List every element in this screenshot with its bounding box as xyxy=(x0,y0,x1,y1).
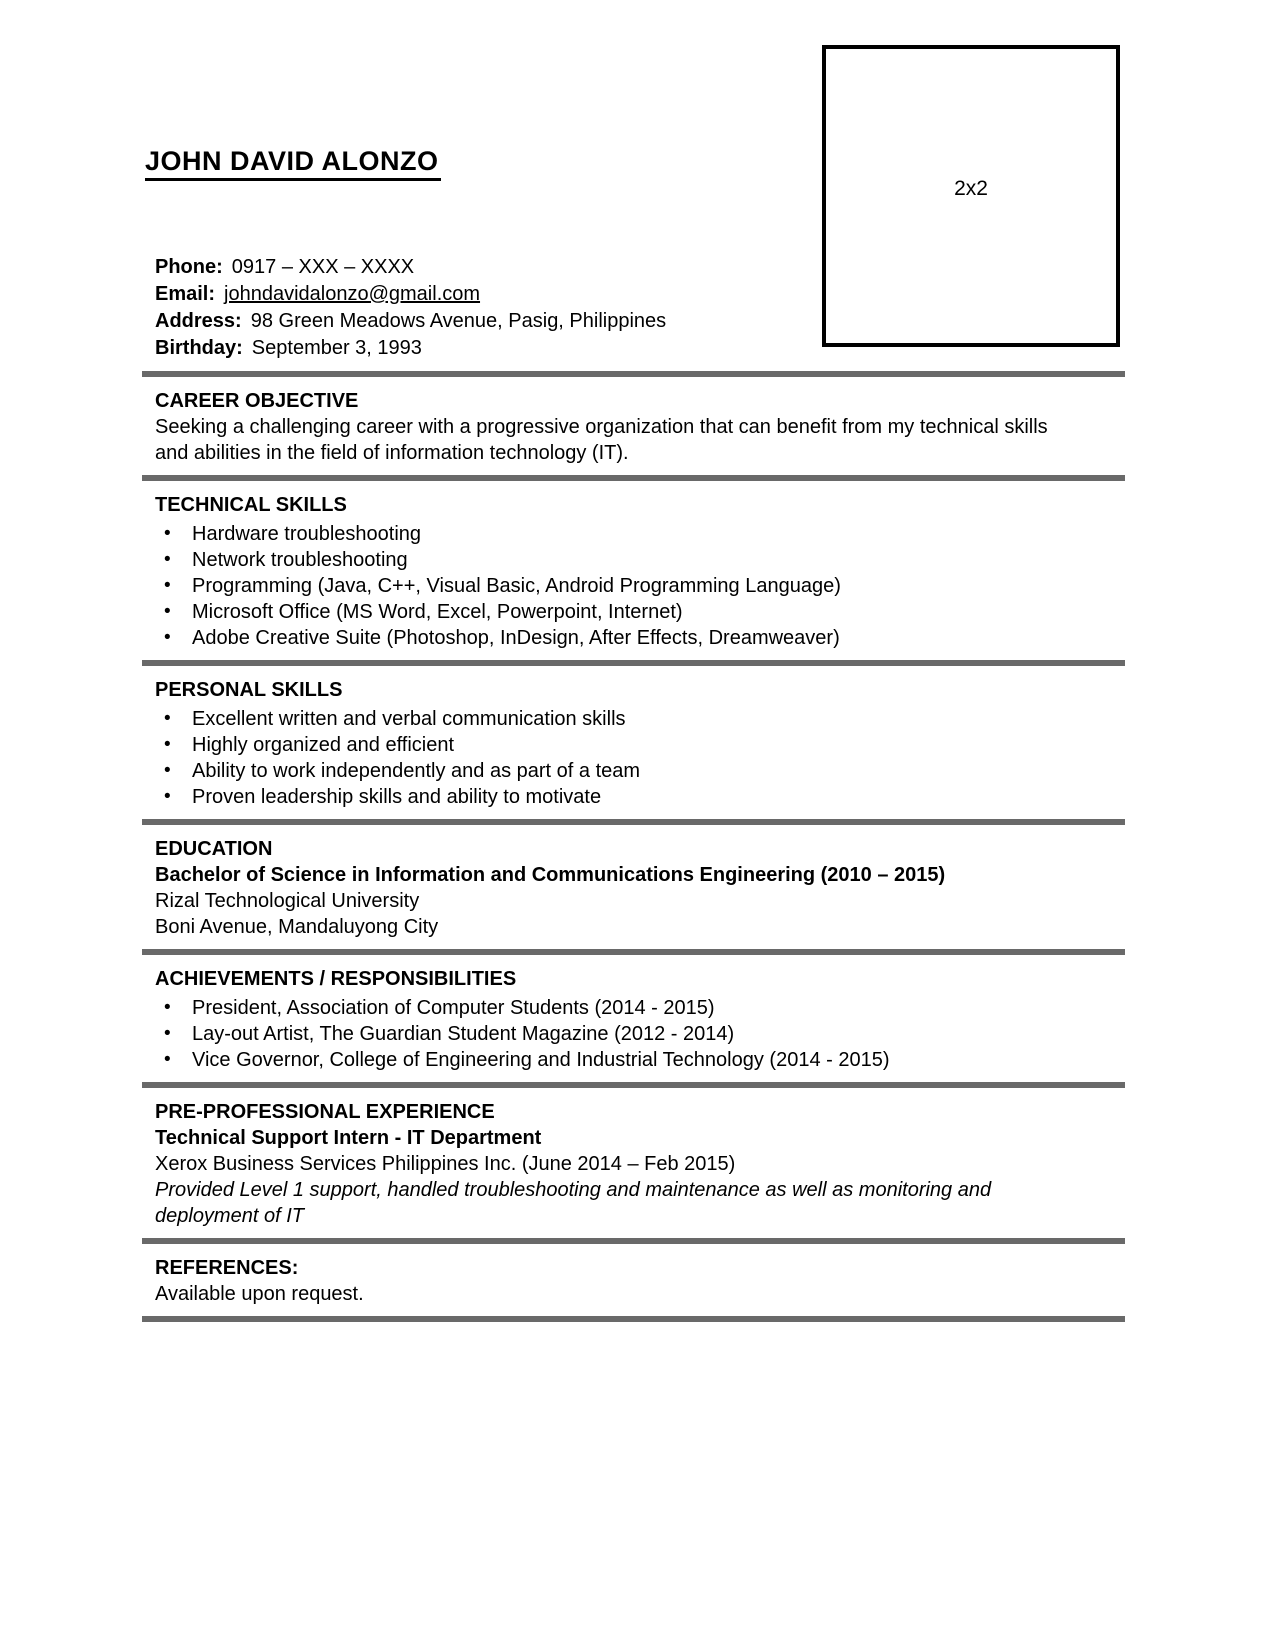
contact-phone xyxy=(155,254,666,281)
contact-block xyxy=(155,254,666,362)
list-item-text: Programming (Java, C++, Visual Basic, Android Programming Language) xyxy=(192,575,841,597)
section-references xyxy=(142,1244,1125,1316)
contact-birthday xyxy=(155,335,666,362)
list-item xyxy=(155,547,1125,573)
bullet-icon: • xyxy=(164,708,171,729)
birthday-label: Birthday: xyxy=(155,337,243,359)
list-item-text: Adobe Creative Suite (Photoshop, InDesign, After Effects, Dreamweaver) xyxy=(192,627,840,649)
list-item-text: Excellent written and verbal communication skills xyxy=(192,708,626,730)
email-link[interactable]: johndavidalonzo@gmail.com xyxy=(224,283,481,305)
list-item xyxy=(155,706,1125,732)
section-divider xyxy=(142,1316,1125,1322)
phone-label: Phone: xyxy=(155,256,223,278)
section-achievements xyxy=(142,955,1125,1082)
address-label: Address: xyxy=(155,310,242,332)
section-title-technical-skills: TECHNICAL SKILLS xyxy=(155,494,347,516)
list-item-text: Proven leadership skills and ability to motivate xyxy=(192,786,602,808)
section-title-experience: PRE-PROFESSIONAL EXPERIENCE xyxy=(155,1101,495,1123)
photo-size-label: 2x2 xyxy=(954,177,988,200)
experience-company: Xerox Business Services Philippines Inc. (June 2014 – Feb 2015) xyxy=(155,1153,736,1175)
list-item-text: Lay-out Artist, The Guardian Student Magazine (2012 - 2014) xyxy=(192,1023,735,1045)
bullet-icon: • xyxy=(164,760,171,781)
education-degree: Bachelor of Science in Information and Communications Engineering (2010 – 2015) xyxy=(155,864,946,886)
list-item-text: Network troubleshooting xyxy=(192,549,408,571)
list-item-text: Highly organized and efficient xyxy=(192,734,455,756)
list-item xyxy=(155,1021,1125,1047)
bullet-icon: • xyxy=(164,1023,171,1044)
section-technical-skills xyxy=(142,481,1125,660)
list-item xyxy=(155,573,1125,599)
section-title-career-objective: CAREER OBJECTIVE xyxy=(155,390,359,412)
email-label: Email: xyxy=(155,283,216,305)
list-item xyxy=(155,521,1125,547)
list-item xyxy=(155,625,1125,651)
personal-skills-list xyxy=(155,706,1125,810)
list-item-text: Hardware troubleshooting xyxy=(192,523,422,545)
list-item-text: Microsoft Office (MS Word, Excel, Powerpoint, Internet) xyxy=(192,601,683,623)
section-education xyxy=(142,825,1125,949)
sections-container xyxy=(142,371,1125,1322)
bullet-icon: • xyxy=(164,601,171,622)
section-personal-skills xyxy=(142,666,1125,819)
phone-value: 0917 – XXX – XXXX xyxy=(231,256,415,278)
education-school: Rizal Technological University xyxy=(155,890,420,912)
list-item xyxy=(155,784,1125,810)
section-title-personal-skills: PERSONAL SKILLS xyxy=(155,679,343,701)
list-item xyxy=(155,732,1125,758)
birthday-value: September 3, 1993 xyxy=(251,337,422,359)
list-item-text: Ability to work independently and as part of a team xyxy=(192,760,641,782)
list-item xyxy=(155,599,1125,625)
list-item-text: Vice Governor, College of Engineering and Industrial Technology (2014 - 2015) xyxy=(192,1049,890,1071)
bullet-icon: • xyxy=(164,523,171,544)
experience-description: Provided Level 1 support, handled troubleshooting and maintenance as well as monitoring and deployment of IT xyxy=(155,1179,992,1227)
section-title-education: EDUCATION xyxy=(155,838,273,860)
contact-email xyxy=(155,281,666,308)
contact-address xyxy=(155,308,666,335)
list-item-text: President, Association of Computer Students (2014 - 2015) xyxy=(192,997,715,1019)
references-note: Available upon request. xyxy=(155,1283,364,1305)
bullet-icon: • xyxy=(164,575,171,596)
bullet-icon: • xyxy=(164,549,171,570)
bullet-icon: • xyxy=(164,627,171,648)
career-objective-text: Seeking a challenging career with a progressive organization that can benefit from my technical skills and abilities in the field of information technology (IT). xyxy=(155,416,1048,464)
education-school-address: Boni Avenue, Mandaluyong City xyxy=(155,916,439,938)
section-title-references: REFERENCES: xyxy=(155,1257,299,1279)
achievements-list xyxy=(155,995,1125,1073)
section-career-objective xyxy=(142,377,1125,475)
experience-role: Technical Support Intern - IT Department xyxy=(155,1127,542,1149)
bullet-icon: • xyxy=(164,786,171,807)
section-experience xyxy=(142,1088,1125,1238)
name-heading: JOHN DAVID ALONZO xyxy=(145,146,441,181)
section-title-achievements: ACHIEVEMENTS / RESPONSIBILITIES xyxy=(155,968,517,990)
bullet-icon: • xyxy=(164,734,171,755)
bullet-icon: • xyxy=(164,997,171,1018)
bullet-icon: • xyxy=(164,1049,171,1070)
list-item xyxy=(155,995,1125,1021)
technical-skills-list xyxy=(155,521,1125,651)
list-item xyxy=(155,1047,1125,1073)
photo-placeholder xyxy=(822,45,1120,347)
address-value: 98 Green Meadows Avenue, Pasig, Philippines xyxy=(250,310,667,332)
list-item xyxy=(155,758,1125,784)
